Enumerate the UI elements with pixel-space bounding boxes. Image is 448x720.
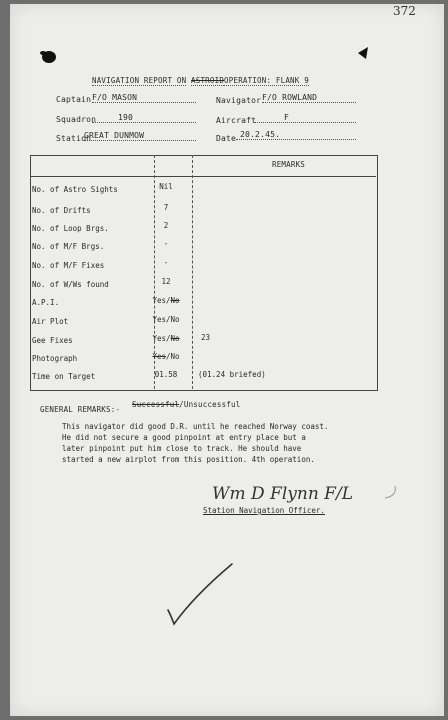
remarks-header: REMARKS	[272, 160, 306, 169]
table-row-label: Photograph	[32, 354, 78, 363]
check-mark-icon	[160, 560, 234, 628]
table-row-value	[148, 296, 184, 305]
signatory-title: Station Navigation Officer.	[203, 506, 325, 515]
table-row-remark: (01.24 briefed)	[198, 370, 266, 379]
title-suffix: OPERATION: FLANK 9	[224, 76, 309, 85]
value-struck: No	[170, 296, 180, 305]
table-row-value: -	[163, 239, 169, 248]
remarks-line: started a new airplot from this position. 4th operation.	[62, 455, 315, 464]
table-row-value: 2	[163, 221, 169, 230]
table-row-label: No. of W/Ws found	[32, 280, 109, 289]
squadron-value: 190	[92, 113, 196, 123]
table-row-label: No. of Loop Brgs.	[32, 224, 109, 233]
table-row-value: 12	[161, 277, 171, 286]
table-row-value	[148, 352, 184, 361]
table-header-divider	[30, 176, 376, 177]
date-label: Date	[216, 134, 237, 143]
page-number: 372	[393, 4, 416, 18]
table-row-label: No. of M/F Fixes	[32, 261, 105, 270]
pencil-mark	[383, 484, 397, 500]
title-prefix: NAVIGATION REPORT ON	[92, 76, 187, 85]
corner-mark	[358, 47, 368, 59]
table-row-label: No. of Astro Sights	[32, 185, 118, 194]
aircraft-label: Aircraft	[216, 116, 257, 125]
navigator-value: F/O ROWLAND	[262, 93, 356, 103]
squadron-label: Squadron	[56, 115, 97, 124]
navigator-label: Navigator	[216, 96, 262, 105]
table-row-value: -	[163, 258, 169, 267]
result-text: /Unsuccessful	[179, 400, 241, 409]
table-row-label: A.P.I.	[32, 298, 60, 307]
remarks-line: He did not secure a good pinpoint at entry place but a	[62, 433, 306, 442]
remarks-line: later pinpoint put him close to track. He should have	[62, 444, 302, 453]
station-value: GREAT DUNMOW	[84, 131, 196, 141]
aircraft-value: F	[254, 113, 356, 123]
report-title	[92, 76, 309, 85]
captain-label: Captain	[56, 95, 92, 104]
value-text: Yes/	[152, 334, 171, 343]
table-row-value	[148, 334, 184, 343]
general-remarks-result	[132, 400, 240, 409]
value-tail: /No	[166, 352, 180, 361]
ink-blot-mark	[38, 48, 58, 64]
table-row-label: No. of M/F Brgs.	[32, 242, 105, 251]
date-value: 20.2.45.	[236, 130, 356, 140]
table-row-value: 01.58	[154, 370, 178, 379]
general-remarks-label: GENERAL REMARKS:-	[40, 405, 121, 414]
station-label: Station	[56, 134, 92, 143]
value-text: Yes/	[152, 296, 171, 305]
title-struck-word: ASTROID	[191, 76, 225, 85]
remarks-line: This navigator did good D.R. until he reached Norway coast.	[62, 422, 329, 431]
value-struck: Yes	[152, 352, 166, 361]
value-struck: No	[170, 334, 180, 343]
table-row-label: No. of Drifts	[32, 206, 91, 215]
table-row-label: Time on Target	[32, 372, 96, 381]
handwritten-signature: Wm D Flynn F/L	[212, 484, 353, 504]
table-row-label: Air Plot	[32, 317, 69, 326]
result-struck: Successful	[132, 400, 180, 409]
remarks-paragraph	[62, 421, 362, 465]
captain-value: F/O MASON	[92, 93, 196, 103]
table-row-value: Nil	[159, 182, 173, 191]
table-row-value: Yes/No	[152, 315, 180, 324]
table-row-label: Gee Fixes	[32, 336, 73, 345]
table-remarks-divider	[192, 155, 193, 389]
table-row-remark: 23	[201, 333, 211, 342]
table-row-value: 7	[163, 203, 169, 212]
